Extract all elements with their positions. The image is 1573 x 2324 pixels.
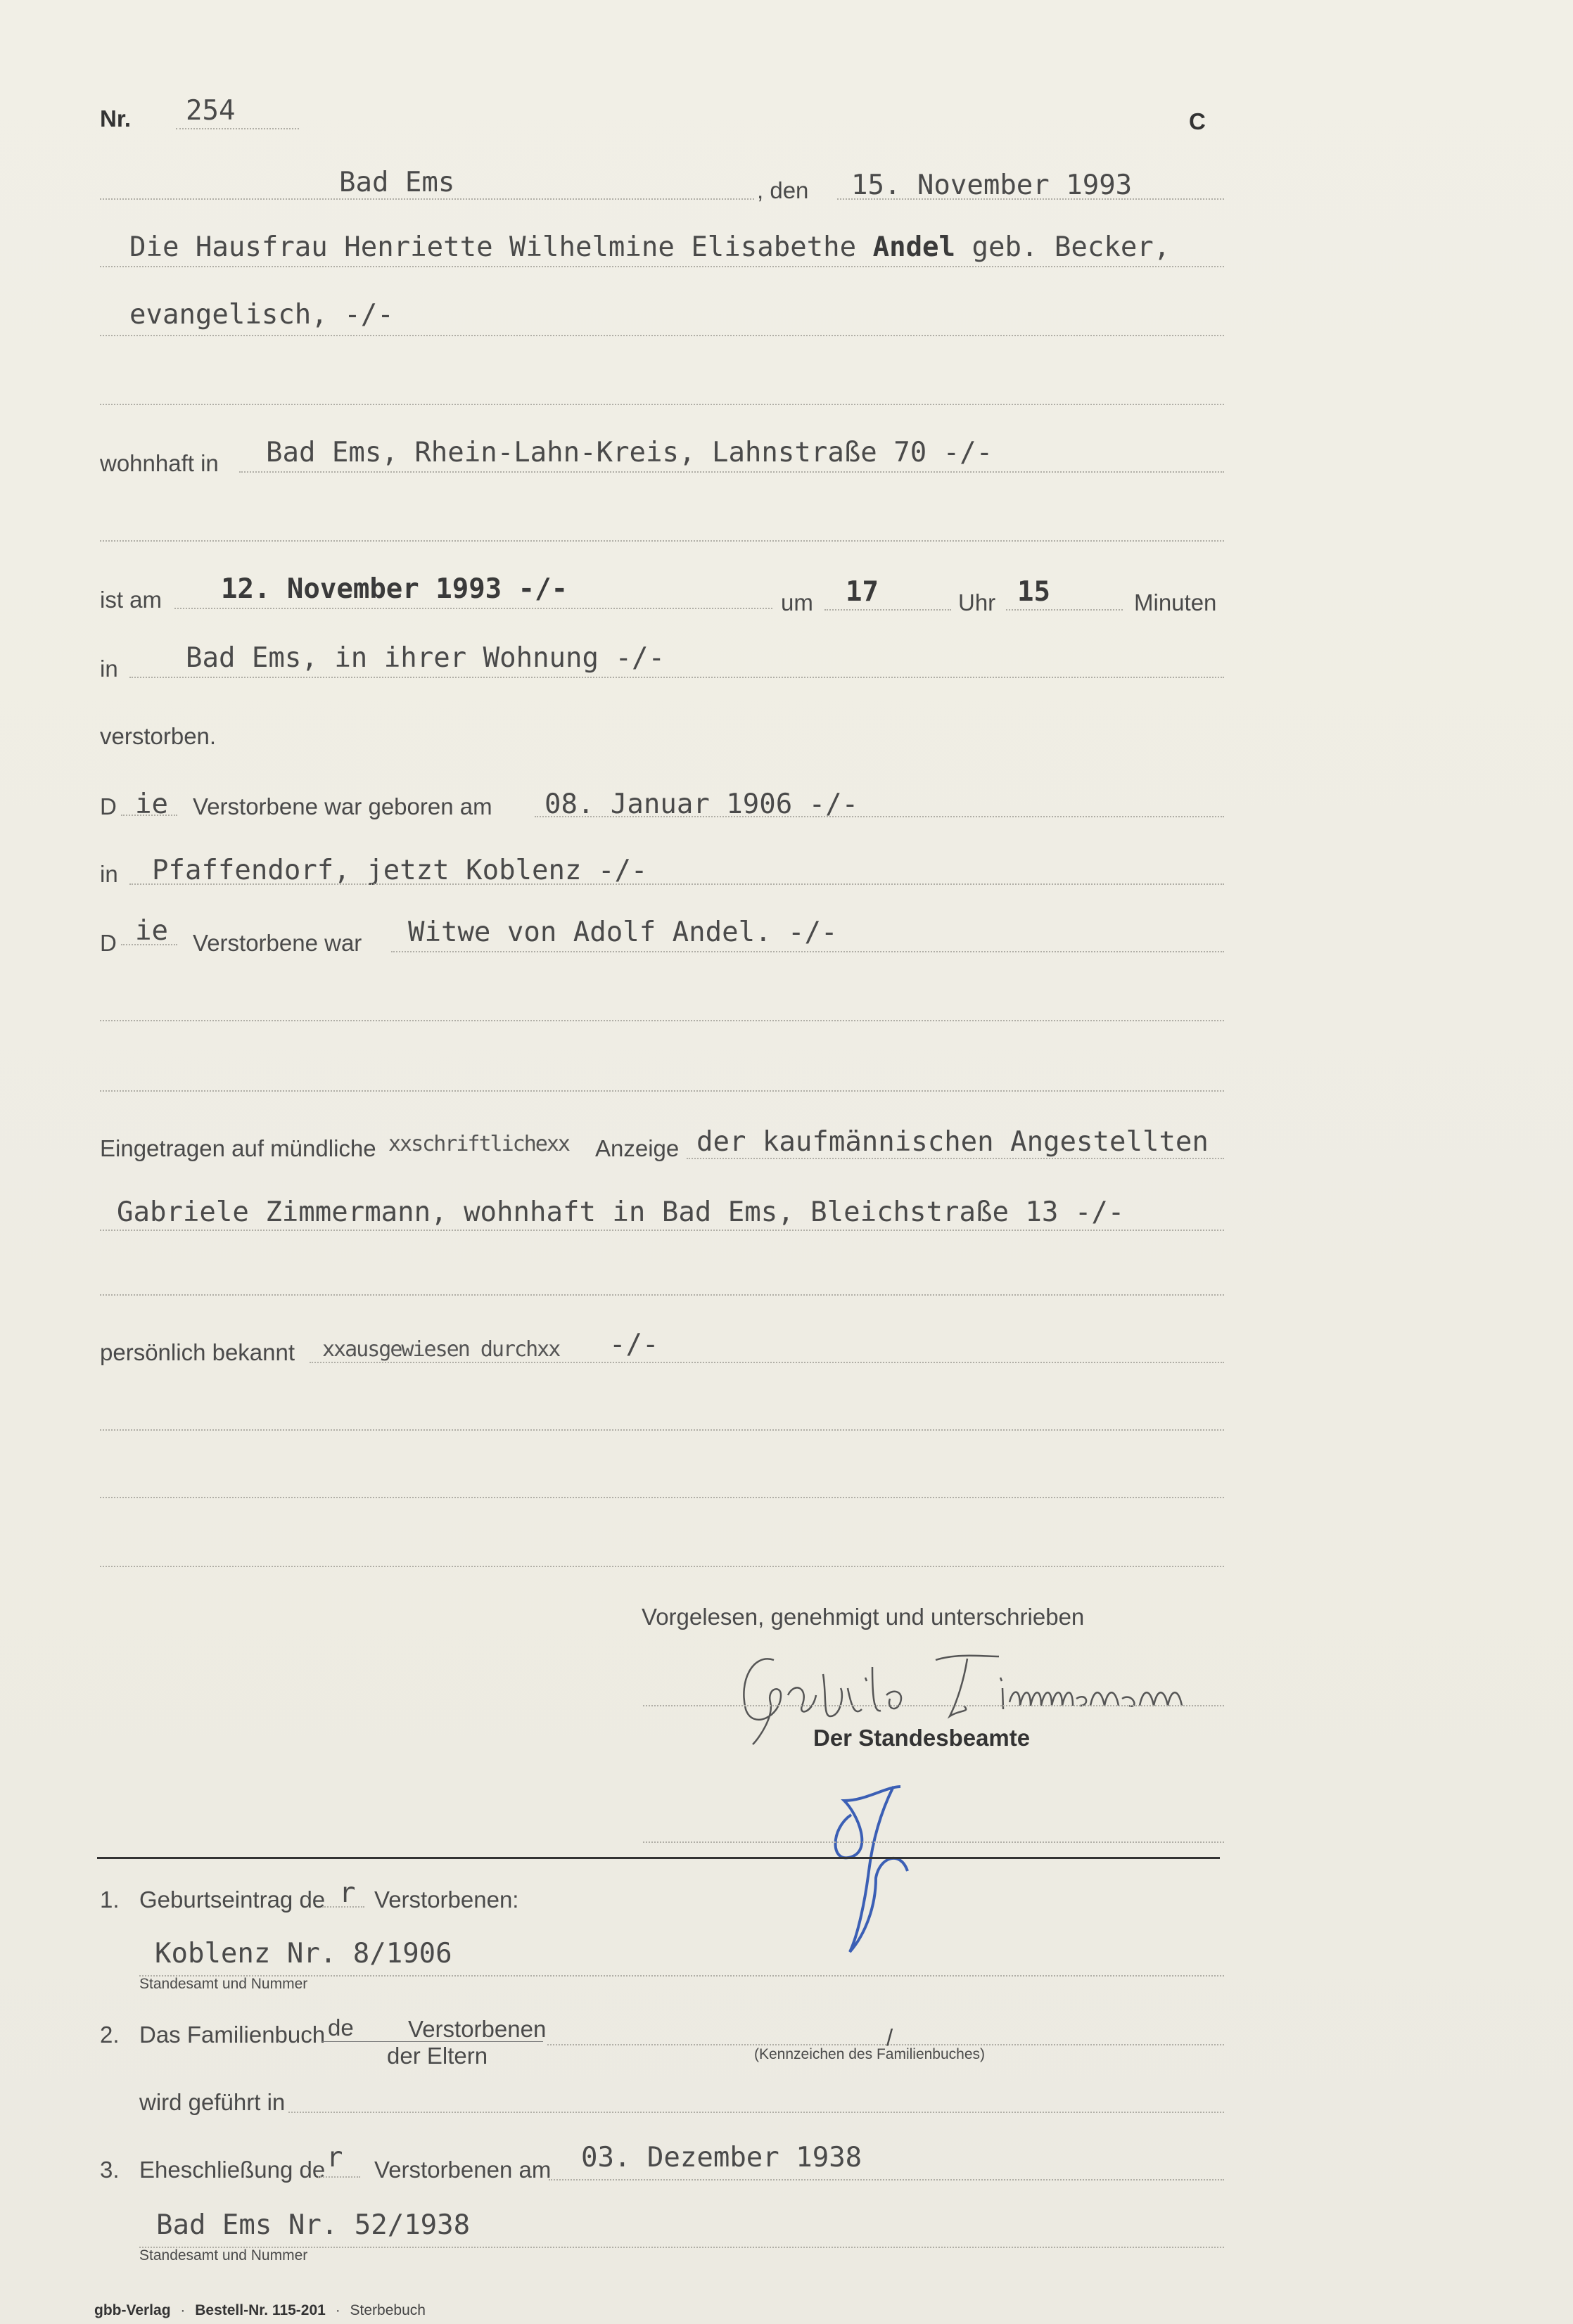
nr-label: Nr. xyxy=(100,106,132,132)
note-1-label-post: Verstorbenen: xyxy=(374,1886,519,1913)
signature-dotline xyxy=(643,1705,1224,1706)
identity-dotline-3 xyxy=(100,1497,1224,1498)
bleed-through-shadow xyxy=(1083,98,1100,130)
birth-ie-dotline xyxy=(121,815,177,816)
minuten-label: Minuten xyxy=(1134,589,1217,615)
status-ie-suffix: ie xyxy=(135,915,168,947)
footer-order: Bestell-Nr. 115-201 xyxy=(195,2302,326,2318)
note-2-slash: / xyxy=(886,2024,893,2050)
residence-dotline-2 xyxy=(100,540,1224,542)
corner-letter: C xyxy=(1189,108,1206,134)
person-name-suffix: geb. Becker, xyxy=(955,231,1171,263)
residence-value: Bad Ems, Rhein-Lahn-Kreis, Lahnstraße 70 -/- xyxy=(266,437,993,468)
footer-sep-1: · xyxy=(180,2302,186,2318)
person-dotline-1 xyxy=(100,266,1224,267)
status-dotline-3 xyxy=(100,1090,1224,1092)
identity-struck-text: xxausgewiesen durchxx xyxy=(322,1337,560,1362)
status-value: Witwe von Adolf Andel. -/- xyxy=(408,917,838,948)
registration-struck-text: xxschriftlichexx xyxy=(388,1132,569,1156)
identity-dotline xyxy=(310,1362,1224,1363)
note-1-number: 1. xyxy=(100,1886,120,1913)
footer-sep-2: · xyxy=(335,2302,340,2318)
person-dotline-2 xyxy=(100,335,1224,336)
informant-dotline-1 xyxy=(687,1158,1224,1159)
note-1-suffix-dotline xyxy=(322,1906,364,1908)
identity-dotline-2 xyxy=(100,1429,1224,1431)
birth-date: 08. Januar 1906 -/- xyxy=(544,788,859,820)
death-in-label: in xyxy=(100,656,118,682)
footer-form: Sterbebuch xyxy=(350,2302,426,2318)
note-1-sub: Standesamt und Nummer xyxy=(139,1976,308,1992)
note-1-suffix: r xyxy=(339,1877,356,1909)
verstorben-label: verstorben. xyxy=(100,723,217,749)
status-d-label: D xyxy=(100,930,117,956)
um-label: um xyxy=(781,589,813,615)
birth-place-dotline xyxy=(129,883,1224,885)
footer xyxy=(94,2303,426,2318)
note-2-verstorbenen: Verstorbenen xyxy=(408,2016,547,2042)
official-dotline xyxy=(643,1841,1224,1843)
birth-date-dotline xyxy=(535,816,1224,817)
anzeige-label: Anzeige xyxy=(595,1135,680,1161)
note-2-gefuehrt-dotline xyxy=(288,2112,1224,2113)
note-3-value: Bad Ems Nr. 52/1938 xyxy=(156,2209,471,2241)
person-name-prefix: Die Hausfrau Henriette Wilhelmine Elisabethe xyxy=(129,231,873,263)
place-dotline xyxy=(100,198,754,200)
status-ie-dotline xyxy=(121,944,177,945)
note-2-sub: (Kennzeichen des Familienbuches) xyxy=(754,2046,986,2062)
nr-value: 254 xyxy=(186,95,236,127)
status-dotline-2 xyxy=(100,1020,1224,1021)
nr-dotline xyxy=(176,128,299,129)
death-place-dotline xyxy=(129,677,1224,678)
note-3-date-dotline xyxy=(549,2179,1224,2181)
uhr-label: Uhr xyxy=(958,589,996,615)
death-date: 12. November 1993 -/- xyxy=(221,573,568,605)
note-2-label: Das Familienbuch xyxy=(139,2022,326,2048)
death-place: Bad Ems, in ihrer Wohnung -/- xyxy=(186,642,665,674)
hour-dotline xyxy=(824,609,951,611)
informant-dotline-3 xyxy=(100,1294,1224,1296)
note-2-gefuehrt: wird geführt in xyxy=(139,2089,286,2115)
note-3-suffix-dotline xyxy=(318,2176,360,2178)
note-1-label: Geburtseintrag de xyxy=(139,1886,326,1913)
identity-suffix: -/- xyxy=(609,1329,659,1360)
confirm-text: Vorgelesen, genehmigt und unterschrieben xyxy=(642,1604,1085,1630)
informant-line-1: der kaufmännischen Angestellten xyxy=(696,1126,1209,1158)
birth-in-label: in xyxy=(100,861,118,887)
footer-publisher: gbb-Verlag xyxy=(94,2302,171,2318)
birth-d-label: D xyxy=(100,793,117,819)
note-3-date: 03. Dezember 1938 xyxy=(581,2142,862,2173)
birth-ie-suffix: ie xyxy=(135,788,168,820)
note-3-sub: Standesamt und Nummer xyxy=(139,2247,308,2264)
informant-line-2: Gabriele Zimmermann, wohnhaft in Bad Ems, Bleichstraße 13 -/- xyxy=(117,1196,1125,1228)
date-dotline xyxy=(837,198,1224,200)
death-date-dotline xyxy=(174,608,772,609)
status-dotline xyxy=(391,951,1224,952)
death-minutes: 15 xyxy=(1017,576,1050,608)
registration-label: Eingetragen auf mündliche xyxy=(100,1135,376,1161)
note-3-suffix: r xyxy=(326,2142,343,2173)
residence-label: wohnhaft in xyxy=(100,450,219,476)
minutes-dotline xyxy=(1006,609,1123,611)
official-label: Der Standesbeamte xyxy=(813,1725,1031,1751)
note-3-label: Eheschließung de xyxy=(139,2157,326,2183)
person-surname: Andel xyxy=(872,231,956,263)
note-2-number: 2. xyxy=(100,2022,120,2048)
informant-dotline-2 xyxy=(100,1230,1224,1231)
note-1-value: Koblenz Nr. 8/1906 xyxy=(155,1938,452,1969)
note-2-dotline xyxy=(547,2044,1224,2045)
note-3-label-post: Verstorbenen am xyxy=(374,2157,552,2183)
status-text: Verstorbene war xyxy=(193,930,362,956)
document-date: 15. November 1993 xyxy=(851,170,1133,201)
birth-text: Verstorbene war geboren am xyxy=(193,793,492,819)
death-hour: 17 xyxy=(846,576,879,608)
note-2-eltern: der Eltern xyxy=(387,2043,488,2069)
notes-separator xyxy=(97,1857,1220,1859)
place-value: Bad Ems xyxy=(339,167,455,198)
note-2-option-line xyxy=(322,2041,543,2042)
birth-place: Pfaffendorf, jetzt Koblenz -/- xyxy=(152,855,648,886)
identity-dotline-4 xyxy=(100,1566,1224,1567)
note-2-de: de xyxy=(328,2015,354,2041)
den-label: , den xyxy=(757,177,809,203)
residence-dotline xyxy=(239,471,1224,473)
ist-am-label: ist am xyxy=(100,587,163,613)
person-line-2: evangelisch, -/- xyxy=(129,299,394,331)
person-line-1 xyxy=(129,231,1171,263)
official-signature xyxy=(816,1773,915,1955)
person-dotline-3 xyxy=(100,404,1224,405)
note-3-number: 3. xyxy=(100,2157,120,2183)
identity-label: persönlich bekannt xyxy=(100,1339,295,1365)
